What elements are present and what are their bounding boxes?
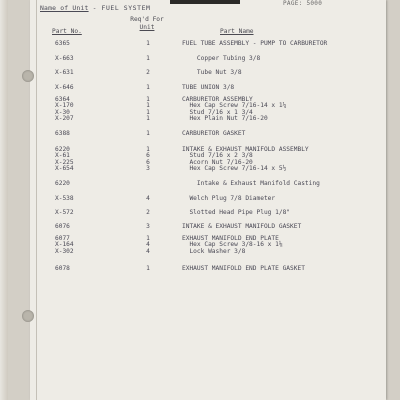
part-number: X-61 — [55, 152, 70, 160]
part-number: X-663 — [55, 55, 74, 62]
required-quantity: 6 — [146, 158, 150, 166]
part-number: 6365 — [55, 40, 70, 47]
part-number: 6078 — [55, 265, 70, 272]
part-name: Welch Plug 7/8 Diameter — [182, 195, 276, 202]
part-number: 6364 — [55, 96, 70, 103]
part-name: CARBURETOR GASKET — [182, 130, 246, 137]
part-name: INTAKE & EXHAUST MANIFOLD GASKET — [182, 223, 302, 230]
part-number: 6220 — [55, 146, 70, 153]
part-name: Intake & Exhaust Manifold Casting — [182, 180, 320, 187]
part-name: Hex Cap Screw 7/16-14 x 5½ — [182, 164, 287, 172]
punch-hole-bottom — [22, 310, 34, 322]
required-quantity: 4 — [146, 241, 150, 249]
binder-clip — [170, 0, 240, 4]
part-name: Hex Cap Screw 7/16-14 x 1¼ — [182, 102, 287, 110]
required-quantity: 2 — [146, 209, 150, 216]
required-quantity: 1 — [146, 130, 150, 137]
part-number: X-631 — [55, 69, 74, 76]
part-number: X-164 — [55, 241, 74, 249]
required-quantity: 1 — [146, 114, 150, 122]
column-header-required-line2: Unit — [139, 24, 155, 31]
part-name: EXHAUST MANIFOLD END PLATE GASKET — [182, 265, 305, 272]
part-number: 6076 — [55, 223, 70, 230]
column-header-part-name: Part Name — [220, 28, 254, 35]
part-name: Tube Nut 3/8 — [182, 69, 242, 76]
scan-edge — [0, 0, 8, 400]
required-quantity: 3 — [146, 223, 150, 230]
part-name: Stud 7/16 x 2 3/8 — [182, 152, 253, 160]
required-quantity: 2 — [146, 69, 150, 76]
required-quantity: 1 — [146, 55, 150, 62]
part-name: Hex Plain Nut 7/16-20 — [182, 114, 268, 122]
punch-hole-top — [22, 70, 34, 82]
part-name: Acorn Nut 7/16-20 — [182, 158, 253, 166]
part-name: FUEL TUBE ASSEMBLY - PUMP TO CARBURETOR — [182, 40, 328, 47]
part-name: Stud 7/16 x 1 3/4 — [182, 108, 253, 116]
required-quantity: 1 — [146, 40, 150, 47]
required-quantity: 4 — [146, 195, 150, 202]
part-number: X-572 — [55, 209, 74, 216]
required-quantity: 1 — [146, 102, 150, 110]
part-number: X-302 — [55, 247, 74, 255]
required-quantity: 1 — [146, 235, 150, 242]
part-number: X-225 — [55, 158, 74, 166]
part-number: X-654 — [55, 164, 74, 172]
column-header-part-no: Part No. — [52, 28, 82, 35]
part-name: Slotted Head Pipe Plug 1/8" — [182, 209, 291, 216]
column-header-required — [122, 16, 172, 32]
part-name: Hex Cap Screw 3/8-16 x 1⅛ — [182, 241, 283, 249]
part-number: X-646 — [55, 84, 74, 91]
part-number: 6077 — [55, 235, 70, 242]
required-quantity: 1 — [146, 96, 150, 103]
part-number: X-30 — [55, 108, 70, 116]
page-header-right: PAGE: 5000 — [283, 0, 323, 7]
part-name: TUBE UNION 3/8 — [182, 84, 235, 91]
part-name: CARBURETOR ASSEMBLY — [182, 96, 253, 103]
part-name: EXHAUST MANIFOLD END PLATE — [182, 235, 279, 242]
required-quantity: 1 — [146, 265, 150, 272]
part-number: X-538 — [55, 195, 74, 202]
part-number: 6220 — [55, 180, 70, 187]
part-number: X-170 — [55, 102, 74, 110]
part-name: INTAKE & EXHAUST MANIFOLD ASSEMBLY — [182, 146, 309, 153]
required-quantity: 1 — [146, 108, 150, 116]
required-quantity: 1 — [146, 84, 150, 91]
required-quantity: 6 — [146, 152, 150, 160]
unit-label: Name of Unit — [40, 4, 89, 12]
binding-line — [36, 0, 37, 400]
required-quantity: 1 — [146, 146, 150, 153]
required-quantity: 4 — [146, 247, 150, 255]
part-number: 6388 — [55, 130, 70, 137]
part-name: Lock Washer 3/8 — [182, 247, 246, 255]
part-number: X-207 — [55, 114, 74, 122]
unit-title — [40, 4, 150, 12]
column-header-required-line1: Req'd For — [130, 16, 164, 23]
part-name: Copper Tubing 3/8 — [182, 55, 261, 62]
unit-value: - FUEL SYSTEM — [92, 4, 151, 12]
required-quantity: 3 — [146, 164, 150, 172]
